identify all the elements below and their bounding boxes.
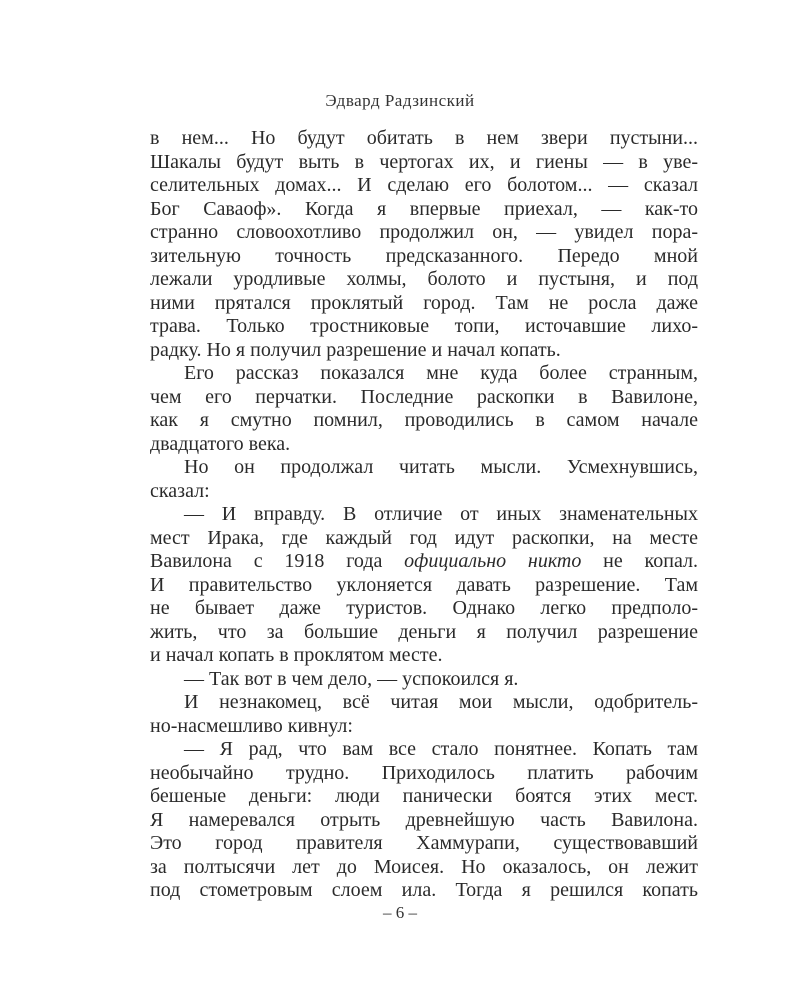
text-line [150, 550, 698, 574]
text-line: Шакалы будут выть в чертогах их, и гиены — в уве- [150, 150, 698, 173]
text-line: лежали уродливые холмы, болото и пустыня, и под [150, 268, 698, 290]
text-line: в нем... Но будут обитать в нем звери пустыни... [150, 127, 698, 149]
text-line: но-насмешливо кивнул: [150, 714, 353, 737]
text-line: не бывает даже туристов. Однако легко предполо- [150, 597, 698, 619]
text-line: жить, что за большие деньги я получил разрешение [150, 620, 698, 643]
text-line: чем его перчатки. Последние раскопки в Вавилоне, [150, 385, 698, 408]
text-line: бешеные деньги: люди панически боятся этих мест. [150, 785, 698, 807]
text-line: и начал копать в проклятом месте. [150, 644, 443, 666]
text-line: трава. Только тростниковые топи, источавшие лихо- [150, 315, 698, 337]
text-line: И незнакомец, всё читая мои мысли, одобритель- [184, 691, 698, 713]
text-line: — Так вот в чем дело, — успокоился я. [184, 667, 519, 690]
text-line: мест Ирака, где каждый год идут раскопки, на месте [150, 526, 698, 549]
text-line: необычайно трудно. Приходилось платить рабочим [150, 761, 698, 784]
text-line: как я смутно помнил, проводились в самом начале [150, 409, 698, 431]
running-head: Эдвард Радзинский [325, 91, 475, 110]
text-line: Это город правителя Хаммурапи, существовавший [150, 832, 698, 854]
text-line: Но он продолжал читать мысли. Усмехнувшись, [184, 456, 698, 478]
italic-emphasis: официально никто [404, 550, 582, 572]
text-line: Я намеревался отрыть древнейшую часть Вавилона. [150, 808, 698, 831]
text-line: под стометровым слоем ила. Тогда я решился копать [150, 879, 698, 901]
text-line: селительных домах... И сделаю его болотом... — сказал [150, 174, 698, 196]
text-line: И правительство уклоняется давать разрешение. Там [150, 573, 698, 596]
text-run: не копал. [581, 550, 698, 572]
text-line: зительную точность предсказанного. Передо мной [150, 244, 698, 267]
text-line: сказал: [150, 479, 210, 502]
text-line: — Я рад, что вам все стало понятнее. Копать там [184, 738, 698, 760]
text-line: радку. Но я получил разрешение и начал копать. [150, 338, 561, 361]
text-line: за полтысячи лет до Моисея. Но оказалось, он лежит [150, 855, 698, 878]
body-text [150, 127, 698, 903]
text-line: странно словоохотливо продолжил он, — увидел пора- [150, 221, 698, 243]
text-line: Его рассказ показался мне куда более странным, [184, 362, 698, 384]
text-line: ними прятался проклятый город. Там не росла даже [150, 291, 698, 314]
text-run: Вавилона с 1918 года [150, 550, 405, 572]
text-line: двадцатого века. [150, 432, 291, 455]
page-number: – 6 – [383, 903, 417, 922]
text-line: Бог Саваоф». Когда я впервые приехал, — как-то [150, 197, 698, 220]
text-line: — И вправду. В отличие от иных знаменательных [184, 503, 698, 525]
